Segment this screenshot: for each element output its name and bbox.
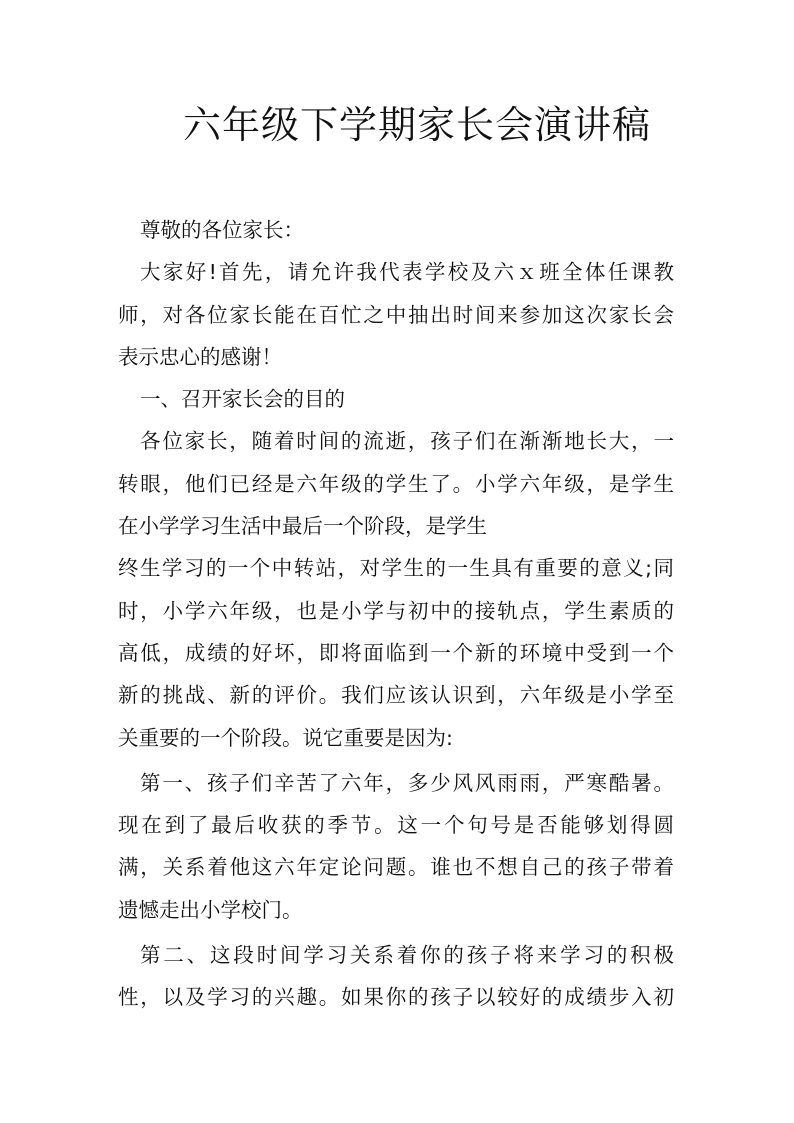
paragraph-line: 转眼，他们已经是六年级的学生了。小学六年级，是学生: [118, 471, 674, 496]
paragraph-line: 第二、这段时间学习关系着你的孩子将来学习的积极: [140, 943, 674, 968]
paragraph-line: 遗憾走出小学校门。: [118, 897, 303, 922]
document-title: 六年级下学期家长会演讲稿: [182, 103, 651, 147]
document-body: [118, 209, 674, 1019]
paragraph-line: 师，对各位家长能在百忙之中抽出时间来参加这次家长会: [118, 302, 674, 327]
section-heading: 一、召开家长会的目的: [140, 387, 345, 412]
paragraph-line: 满，关系着他这六年定论问题。谁也不想自己的孩子带着: [118, 855, 674, 880]
paragraph-line: 表示忠心的感谢！: [118, 344, 282, 369]
paragraph-line: 时，小学六年级，也是小学与初中的接轨点，学生素质的: [118, 598, 674, 623]
paragraph-line: 现在到了最后收获的季节。这一个句号是否能够划得圆: [118, 813, 674, 838]
paragraph-line: 终生学习的一个中转站，对学生的一生具有重要的意义;同: [118, 556, 674, 581]
paragraph-line: 关重要的一个阶段。说它重要是因为:: [118, 725, 453, 750]
paragraph-line: 第一、孩子们辛苦了六年，多少风风雨雨，严寒酷暑。: [140, 770, 674, 795]
paragraph-line: 在小学学习生活中最后一个阶段，是学生: [118, 514, 487, 539]
paragraph-line: 性，以及学习的兴趣。如果你的孩子以较好的成绩步入初: [118, 985, 674, 1010]
paragraph-line: 大家好!首先，请允许我代表学校及六ｘ班全体任课教: [140, 260, 674, 285]
paragraph-line: 尊敬的各位家长：: [140, 218, 304, 242]
paragraph-line: 高低，成绩的好坏，即将面临到一个新的环境中受到一个: [118, 640, 674, 665]
paragraph-line: 新的挑战、新的评价。我们应该认识到，六年级是小学至: [118, 683, 674, 708]
paragraph-line: 各位家长，随着时间的流逝，孩子们在渐渐地长大，一: [140, 429, 674, 454]
